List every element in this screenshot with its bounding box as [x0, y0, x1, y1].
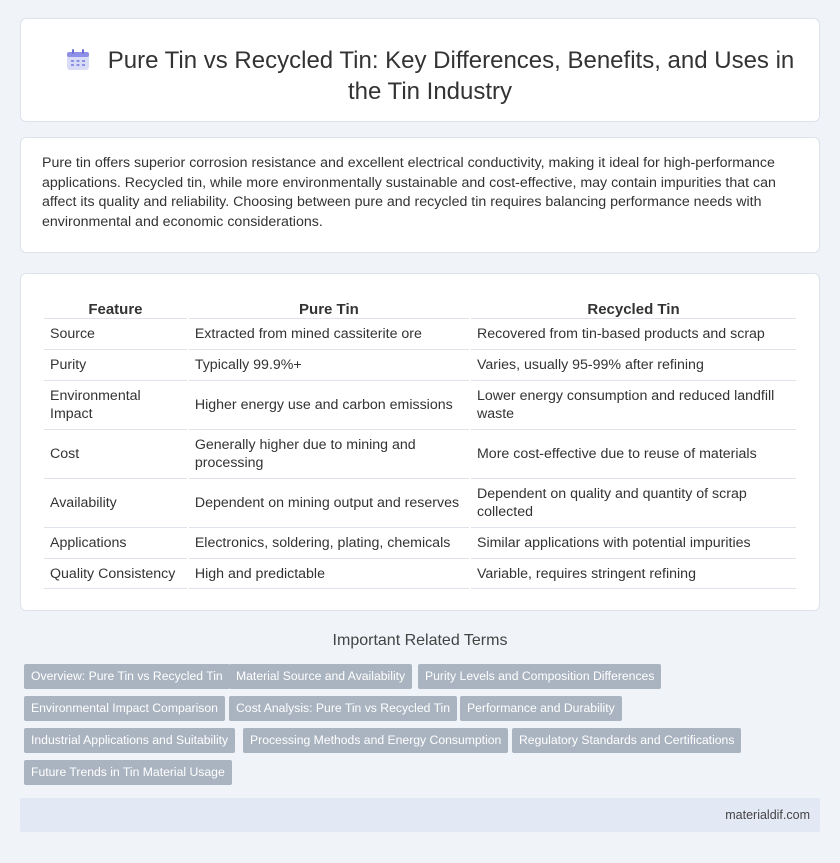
cell-recycled-tin: Dependent on quality and quantity of scrap collected — [471, 478, 796, 527]
summary-card — [20, 137, 820, 253]
cell-feature: Source — [44, 318, 187, 349]
related-tag[interactable]: Environmental Impact Comparison — [24, 696, 225, 721]
header-pure-tin: Pure Tin — [299, 301, 359, 318]
related-tag[interactable]: Performance and Durability — [460, 696, 622, 721]
header-feature: Feature — [88, 301, 143, 318]
comparison-table-card — [20, 273, 820, 611]
cell-pure-tin: Higher energy use and carbon emissions — [189, 380, 469, 429]
cell-feature: Environmental Impact — [44, 380, 187, 429]
page-title: Pure Tin vs Recycled Tin: Key Differences, Benefits, and Uses in the Tin Industry — [107, 47, 795, 105]
table-header-row — [44, 296, 796, 318]
cell-recycled-tin: Similar applications with potential impurities — [471, 527, 796, 558]
table-row — [44, 478, 796, 527]
comparison-table — [42, 296, 798, 589]
related-tag[interactable]: Purity Levels and Composition Differences — [418, 664, 661, 689]
header-card — [20, 18, 820, 122]
header-recycled-tin: Recycled Tin — [587, 301, 680, 318]
summary-text: Pure tin offers superior corrosion resistance and excellent electrical conductivity, making it ideal for high-performance applications. Recycled tin, while more environmentally sustainable and cost-effective, may contain impurities that can affect its quality and reliability. Choosing between pure and recycled tin requires balancing performance needs with environmental and economic considerations. — [42, 155, 776, 230]
cell-pure-tin: Generally higher due to mining and processing — [189, 429, 469, 478]
cell-feature: Availability — [44, 478, 187, 527]
table-row — [44, 429, 796, 478]
table-row — [44, 380, 796, 429]
table-row — [44, 318, 796, 349]
related-tag[interactable]: Future Trends in Tin Material Usage — [24, 760, 232, 785]
cell-recycled-tin: Varies, usually 95-99% after refining — [471, 349, 796, 380]
cell-feature: Purity — [44, 349, 187, 380]
cell-feature: Quality Consistency — [44, 558, 187, 589]
cell-pure-tin: Dependent on mining output and reserves — [189, 478, 469, 527]
cell-pure-tin: Typically 99.9%+ — [189, 349, 469, 380]
footer-site[interactable]: materialdif.com — [725, 808, 810, 822]
cell-recycled-tin: More cost-effective due to reuse of materials — [471, 429, 796, 478]
cell-pure-tin: Extracted from mined cassiterite ore — [189, 318, 469, 349]
related-tag[interactable]: Overview: Pure Tin vs Recycled Tin — [24, 664, 230, 689]
cell-pure-tin: High and predictable — [189, 558, 469, 589]
cell-recycled-tin: Recovered from tin-based products and scrap — [471, 318, 796, 349]
related-tag[interactable]: Material Source and Availability — [229, 664, 412, 689]
cell-recycled-tin: Lower energy consumption and reduced landfill waste — [471, 380, 796, 429]
related-tag[interactable]: Cost Analysis: Pure Tin vs Recycled Tin — [229, 696, 457, 721]
related-terms-title: Important Related Terms — [332, 632, 508, 649]
table-row — [44, 558, 796, 589]
calendar-icon — [66, 48, 90, 70]
table-row — [44, 527, 796, 558]
cell-pure-tin: Electronics, soldering, plating, chemicals — [189, 527, 469, 558]
page-title-wrap — [61, 45, 799, 107]
related-tag[interactable]: Regulatory Standards and Certifications — [512, 728, 741, 753]
cell-feature: Cost — [44, 429, 187, 478]
related-tag[interactable]: Industrial Applications and Suitability — [24, 728, 235, 753]
related-tag[interactable]: Processing Methods and Energy Consumption — [243, 728, 508, 753]
footer — [20, 798, 820, 832]
cell-recycled-tin: Variable, requires stringent refining — [471, 558, 796, 589]
table-row — [44, 349, 796, 380]
cell-feature: Applications — [44, 527, 187, 558]
